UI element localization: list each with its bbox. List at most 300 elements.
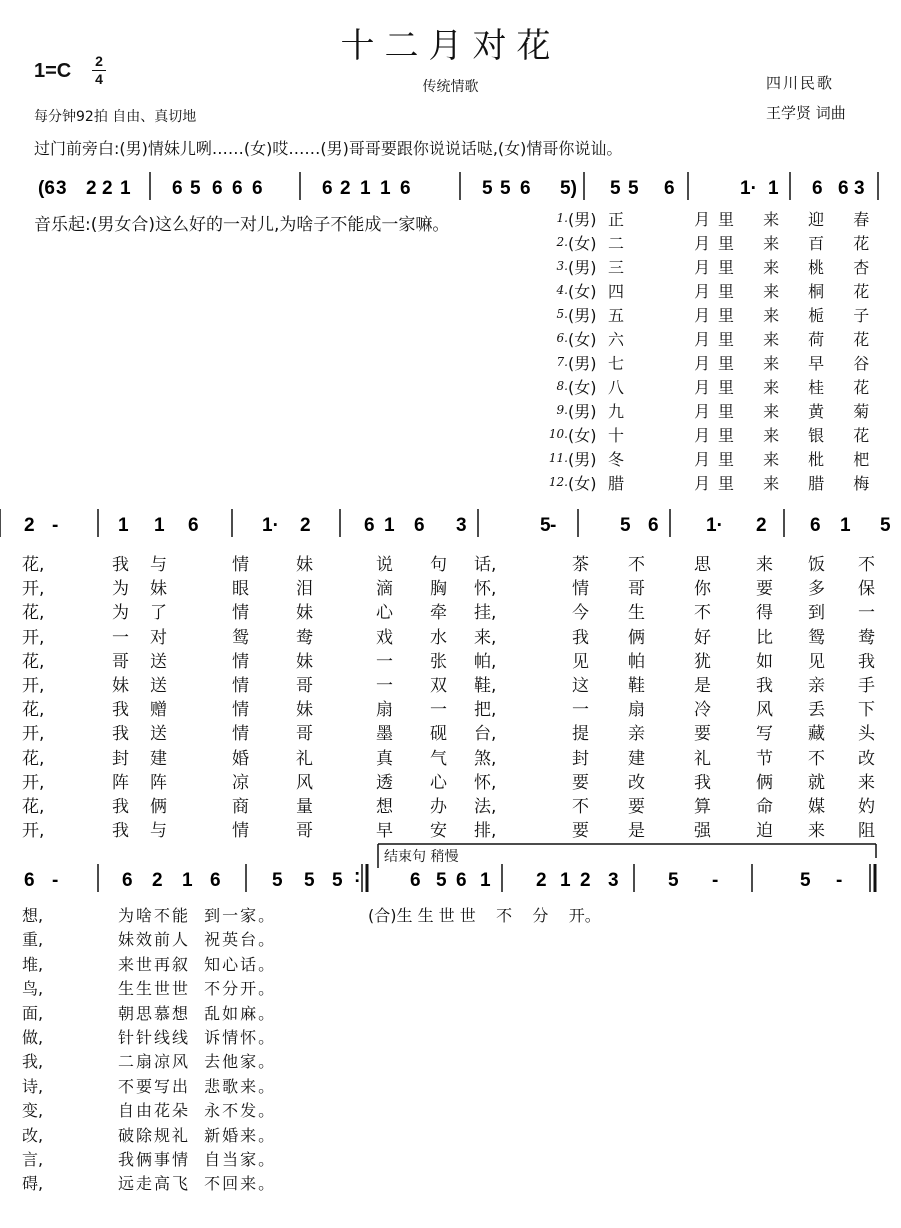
verse-intro-row	[530, 230, 881, 254]
lyric-char: 犹	[694, 651, 711, 672]
lyric-char: 不	[572, 797, 589, 817]
note-numeral: 5	[540, 515, 551, 536]
verse-intro-row	[530, 374, 881, 398]
note-numeral: 6	[122, 870, 133, 891]
lyric-char: 婚	[232, 748, 249, 769]
note-numeral: 2	[102, 178, 113, 199]
verse-number: 2.	[556, 235, 568, 249]
lyric-char: 藏	[808, 724, 825, 745]
lyric-char: 今	[572, 603, 589, 624]
genre-label: 传统情歌	[422, 79, 479, 95]
lyric-char: 花,	[22, 555, 45, 575]
lyric-char: 来	[858, 772, 875, 793]
prelude-text: 音乐起:(男女合)这么好的一对儿,为啥子不能成一家嘛。	[34, 215, 450, 235]
note-numeral: 6	[838, 178, 849, 199]
time-signature-bottom: 4	[95, 71, 103, 87]
note-numeral: 6	[664, 178, 675, 199]
lyric-char: 建	[628, 748, 645, 769]
lyric-line: 针针线线 诉情怀。	[118, 1028, 277, 1047]
lyric-char: 比	[756, 627, 773, 648]
verse-phrase: 里 来 桂 花	[718, 377, 882, 397]
lyric-first: 碍,	[22, 1174, 44, 1194]
lyric-char: 为	[112, 579, 129, 600]
lyric-char: 张	[430, 651, 447, 672]
verse-number: 5.	[556, 307, 568, 321]
lyric-char: 开,	[22, 772, 45, 793]
lyric-char: 怀,	[474, 579, 497, 600]
lyric-char: 一	[858, 603, 875, 624]
note-numeral: 6	[812, 178, 823, 199]
verse-intro-row	[530, 422, 881, 446]
note-numeral: 1·	[262, 515, 279, 536]
lyric-char: 鸯	[858, 627, 875, 648]
lyric-first: 面,	[22, 1003, 44, 1023]
note-numeral: 2	[24, 515, 35, 536]
lyric-char: 我	[112, 700, 129, 721]
lyric-char: 鸳	[232, 627, 249, 648]
lyric-char: 改	[628, 772, 645, 793]
lyric-char: 情	[232, 603, 249, 624]
lyric-char: 风	[296, 772, 313, 793]
lyric-char: 媒	[808, 797, 825, 817]
lyric-char: 饭	[808, 555, 825, 575]
note-numeral: 6	[410, 870, 421, 891]
lyric-char: 安	[430, 821, 447, 842]
lyric-char: 鞋,	[474, 676, 497, 696]
verse-number: 3.	[556, 259, 568, 273]
staff-line-2	[0, 503, 901, 549]
lyric-char: 俩	[628, 627, 645, 648]
lyric-char: 阵	[112, 772, 129, 793]
lyric-char: 我	[756, 676, 773, 696]
time-signature-top: 2	[95, 53, 103, 69]
note-numeral: -	[836, 870, 843, 891]
note-numeral: 2	[580, 870, 591, 891]
lyric-char: 俩	[756, 772, 773, 793]
verse-intro-row	[530, 350, 881, 374]
lyric-char: 眼	[232, 579, 249, 600]
singer-label: (女)	[568, 377, 597, 397]
lyric-char: 情	[232, 651, 249, 672]
lyric-char: 写	[756, 724, 773, 745]
lyric-char: 鞋	[628, 676, 645, 696]
lyric-first: 我,	[22, 1052, 44, 1072]
lyric-char: 阵	[150, 772, 167, 793]
lyric-char: 滴	[376, 579, 393, 600]
lyric-char: 话,	[474, 555, 497, 575]
note-numeral: (6	[38, 178, 55, 199]
note-numeral: 2	[300, 515, 311, 536]
verse-number: 11.	[548, 451, 568, 465]
lyric-char: 俩	[150, 797, 167, 817]
lyric-char: 花,	[22, 603, 45, 624]
singer-label: (男)	[568, 449, 597, 469]
month-label: 腊 月	[608, 473, 731, 493]
lyric-char: 头	[858, 724, 875, 745]
lyric-char: 多	[808, 579, 825, 600]
lyric-char: 鸳	[808, 627, 825, 648]
author-label: 王学贤 词曲	[766, 104, 846, 122]
lyric-char: 花,	[22, 748, 45, 769]
lyric-char: 妹	[150, 579, 167, 600]
note-numeral: 1	[120, 178, 131, 199]
verse-number: 12.	[548, 475, 568, 489]
lyric-first: 重,	[22, 930, 44, 950]
lyric-char: 是	[694, 676, 711, 696]
lyric-char: 真	[376, 748, 393, 769]
lyric-char: 鸯	[296, 627, 313, 648]
lyric-char: 情	[232, 821, 249, 842]
note-numeral: -	[52, 515, 59, 536]
lyric-ending: (合)生 生 世 世 不 分 开。	[368, 906, 601, 925]
verse-number: 9.	[556, 403, 568, 417]
lyric-char: 为	[112, 603, 129, 624]
lyric-char: 建	[150, 748, 167, 769]
singer-label: (男)	[568, 401, 597, 421]
note-numeral: 6	[810, 515, 821, 536]
verse-phrase: 里 来 银 花	[718, 425, 882, 445]
note-numeral: 5	[190, 178, 201, 199]
lyric-char: 妹	[296, 651, 313, 672]
lyric-char: 提	[572, 724, 589, 745]
lyric-char: 送	[150, 676, 167, 696]
lyric-char: 办	[430, 797, 447, 817]
verse-phrase: 里 来 荷 花	[718, 329, 882, 349]
verse-phrase: 里 来 桃 杏	[718, 257, 882, 277]
lyric-line: 为啥不能 到一家。	[118, 906, 277, 925]
verse-intro-row	[530, 470, 881, 494]
lyric-line: 妹效前人 祝英台。	[118, 930, 277, 950]
lyric-char: 情	[232, 724, 249, 745]
note-numeral: 6	[648, 515, 659, 536]
note-numeral: -	[712, 870, 719, 891]
singer-label: (女)	[568, 329, 597, 349]
verse-phrase: 里 来 栀 子	[718, 305, 882, 325]
lyric-char: 排,	[474, 821, 497, 842]
verse-phrase: 里 来 枇 杷	[718, 449, 882, 469]
lyric-char: 想	[376, 797, 393, 817]
lyric-char: 说	[376, 555, 393, 575]
dialogue-narration: 过门前旁白:(男)情妹儿咧……(女)哎……(男)哥哥要跟你说说话哒,(女)情哥你说讪。	[34, 139, 623, 158]
lyric-char: 妹	[112, 676, 129, 696]
lyric-char: 胸	[430, 579, 447, 600]
note-numeral: 5	[620, 515, 631, 536]
lyric-char: 封	[572, 748, 589, 769]
lyric-char: 下	[858, 700, 875, 721]
lyric-char: 亲	[808, 676, 825, 696]
lyric-line: 二扇凉风 去他家。	[118, 1052, 277, 1072]
lyric-char: 冷	[694, 700, 711, 721]
note-numeral: 6	[24, 870, 35, 891]
lyric-char: 茶	[572, 555, 589, 575]
lyric-char: 哥	[112, 651, 129, 672]
origin-label: 四川民歌	[766, 74, 835, 92]
singer-label: (男)	[568, 257, 597, 277]
note-numeral: 5	[628, 178, 639, 199]
lyric-line: 朝思慕想 乱如麻。	[118, 1003, 277, 1023]
lyric-char: 封	[112, 748, 129, 769]
lyric-line: 生生世世 不分开。	[118, 979, 277, 999]
lyric-char: 送	[150, 724, 167, 745]
verse-number: 4.	[556, 283, 568, 297]
month-label: 冬 月	[608, 449, 731, 469]
verse-phrase: 里 来 早 谷	[718, 353, 882, 373]
note-numeral: 6	[188, 515, 199, 536]
staff-line-1	[0, 160, 901, 210]
lyric-char: 妹	[296, 555, 313, 575]
lyric-char: 挂,	[474, 603, 497, 624]
lyric-char: 保	[858, 579, 875, 600]
lyric-char: 礼	[296, 748, 313, 769]
verse-intro-row	[530, 206, 881, 230]
note-numeral: 5	[610, 178, 621, 199]
verse-number: 8.	[556, 379, 568, 393]
key-signature: 1=C	[34, 60, 72, 82]
note-numeral: 1	[480, 870, 491, 891]
verse-phrase: 里 来 腊 梅	[718, 473, 882, 493]
verse-number: 6.	[556, 331, 568, 345]
note-numeral: 1	[384, 515, 395, 536]
singer-label: (女)	[568, 233, 597, 253]
lyric-char: 一	[430, 700, 447, 721]
note-numeral: 6	[456, 870, 467, 891]
lyric-char: 情	[572, 579, 589, 600]
lyric-char: 你	[694, 579, 711, 600]
note-numeral: 5	[482, 178, 493, 199]
lyric-char: 要	[694, 724, 711, 745]
lyric-char: 一	[376, 651, 393, 672]
month-label: 正 月	[608, 209, 731, 229]
lyric-char: 开,	[22, 724, 45, 745]
lyric-char: 来,	[474, 627, 497, 648]
verse-intro-row	[530, 446, 881, 470]
lyric-char: 思	[694, 555, 711, 575]
lyric-char: 改	[858, 748, 875, 769]
lyric-char: 把,	[474, 700, 497, 721]
lyric-char: 心	[430, 772, 447, 793]
lyric-char: 哥	[296, 676, 313, 696]
lyric-char: 节	[756, 748, 773, 769]
month-label: 七 月	[608, 353, 731, 373]
note-numeral: 1	[560, 870, 571, 891]
note-numeral: -	[52, 870, 59, 891]
note-numeral: 6	[232, 178, 243, 199]
lyric-char: 法,	[474, 797, 497, 817]
lyric-first: 诗,	[22, 1076, 44, 1096]
lyric-char: 我	[112, 555, 129, 575]
lyric-char: 煞,	[474, 748, 497, 769]
lyric-char: 扇	[628, 700, 645, 721]
lyric-char: 怀,	[474, 772, 497, 793]
lyric-char: 风	[756, 700, 773, 721]
month-label: 四 月	[608, 281, 731, 301]
lyric-char: 一	[112, 627, 129, 648]
note-numeral: -	[550, 515, 557, 536]
note-numeral: 3	[56, 178, 67, 199]
verse-intro-row	[530, 302, 881, 326]
lyric-char: 到	[808, 603, 825, 624]
lyric-char: 阻	[858, 821, 875, 842]
lyric-char: 不	[694, 603, 711, 624]
note-numeral: 1	[182, 870, 193, 891]
lyric-char: 来	[756, 555, 773, 575]
note-numeral: 6	[210, 870, 221, 891]
note-numeral: 5)	[560, 178, 577, 199]
singer-label: (男)	[568, 353, 597, 373]
lyric-char: 得	[756, 603, 773, 624]
lyric-char: 句	[430, 555, 447, 575]
month-label: 十 月	[608, 425, 731, 445]
note-numeral: 1	[118, 515, 129, 536]
ending-note: 结束句 稍慢	[384, 849, 459, 865]
lyric-char: 开,	[22, 676, 45, 696]
lyric-char: 礼	[694, 748, 711, 769]
lyric-char: 我	[112, 821, 129, 842]
note-numeral: 6	[172, 178, 183, 199]
month-label: 五 月	[608, 305, 731, 325]
lyric-char: 好	[694, 627, 711, 648]
lyric-char: 手	[858, 676, 875, 696]
note-numeral: 5	[332, 870, 343, 891]
lyric-char: 气	[430, 748, 447, 769]
note-numeral: 5	[800, 870, 811, 891]
lyric-char: 凉	[232, 772, 249, 793]
note-numeral: 3	[456, 515, 467, 536]
lyric-char: 不	[858, 555, 875, 575]
lyric-char: 对	[150, 627, 167, 648]
tempo-marking: 每分钟92拍 自由、真切地	[34, 109, 197, 125]
verse-number: 7.	[556, 355, 568, 369]
lyric-char: 妁	[858, 797, 875, 817]
lyric-char: 如	[756, 651, 773, 672]
note-numeral: 6	[400, 178, 411, 199]
lyric-char: 与	[150, 821, 167, 842]
lyric-char: 情	[232, 676, 249, 696]
lyric-char: 情	[232, 555, 249, 575]
month-label: 二 月	[608, 233, 731, 253]
lyric-char: 一	[572, 700, 589, 721]
month-label: 八 月	[608, 377, 731, 397]
lyric-char: 花,	[22, 797, 45, 817]
lyric-char: 砚	[430, 724, 447, 745]
note-numeral: 5	[304, 870, 315, 891]
singer-label: (男)	[568, 305, 597, 325]
verse-phrase: 里 来 迎 春	[718, 209, 882, 229]
verse-number: 10.	[548, 427, 568, 441]
lyric-char: 扇	[376, 700, 393, 721]
lyric-char: 送	[150, 651, 167, 672]
lyric-first: 做,	[22, 1028, 44, 1047]
note-numeral: 6	[364, 515, 375, 536]
lyric-char: 不	[808, 748, 825, 769]
repeat-dots: :	[354, 866, 361, 887]
lyric-char: 哥	[628, 579, 645, 600]
lyric-char: 水	[430, 627, 447, 648]
note-numeral: 2	[536, 870, 547, 891]
lyric-char: 量	[296, 797, 313, 817]
lyric-char: 要	[628, 797, 645, 817]
note-numeral: 2	[152, 870, 163, 891]
lyric-first: 鸟,	[22, 979, 44, 999]
note-numeral: 5	[880, 515, 891, 536]
month-label: 九 月	[608, 401, 731, 421]
lyric-line: 我俩事情 自当家。	[118, 1150, 277, 1169]
verse-intro-row	[530, 254, 881, 278]
lyric-char: 赠	[150, 700, 167, 721]
verse-phrase: 里 来 黄 菊	[718, 401, 882, 421]
lyric-char: 是	[628, 821, 645, 842]
lyric-char: 强	[694, 821, 711, 842]
lyric-first: 改,	[22, 1125, 44, 1145]
month-label: 三 月	[608, 257, 731, 277]
lyric-char: 一	[376, 676, 393, 696]
month-label: 六 月	[608, 329, 731, 349]
lyric-char: 不	[628, 555, 645, 575]
lyric-char: 花,	[22, 700, 45, 721]
lyric-char: 开,	[22, 627, 45, 648]
lyric-char: 帕,	[474, 651, 497, 672]
lyric-line: 破除规礼 新婚来。	[118, 1125, 277, 1145]
note-numeral: 5	[436, 870, 447, 891]
lyric-line: 自由花朵 永不发。	[118, 1101, 277, 1121]
lyric-first: 变,	[22, 1101, 44, 1121]
staff-line-3	[0, 858, 901, 904]
lyric-char: 迫	[756, 821, 773, 842]
lyric-char: 开,	[22, 579, 45, 600]
lyric-char: 台,	[474, 724, 497, 745]
lyric-char: 商	[232, 797, 249, 817]
lyric-char: 亲	[628, 724, 645, 745]
lyric-line: 远走高飞 不回来。	[118, 1174, 277, 1194]
note-numeral: 2	[86, 178, 97, 199]
note-numeral: 1	[768, 178, 779, 199]
lyric-char: 我	[694, 772, 711, 793]
singer-label: (女)	[568, 425, 597, 445]
verse-intro-row	[530, 278, 881, 302]
song-title: 十二月对花	[340, 26, 561, 66]
lyric-char: 花,	[22, 651, 45, 672]
lyric-char: 要	[756, 579, 773, 600]
lyric-char: 我	[112, 724, 129, 745]
lyric-char: 妹	[296, 700, 313, 721]
lyric-char: 我	[572, 627, 589, 648]
lyric-first: 堆,	[22, 954, 44, 974]
lyric-char: 了	[150, 603, 167, 624]
note-numeral: 1·	[706, 515, 723, 536]
lyric-char: 透	[376, 772, 393, 793]
verse-intro-row	[530, 398, 881, 422]
lyric-char: 开,	[22, 821, 45, 842]
note-numeral: 2	[756, 515, 767, 536]
verse-intro-list	[530, 206, 881, 494]
lyric-char: 泪	[296, 579, 313, 600]
note-numeral: 3	[608, 870, 619, 891]
lyric-char: 生	[628, 603, 645, 624]
note-numeral: 6	[414, 515, 425, 536]
lyric-char: 心	[376, 603, 393, 624]
lyric-char: 妹	[296, 603, 313, 624]
lyric-first: 想,	[22, 906, 44, 925]
lyric-char: 与	[150, 555, 167, 575]
lyric-line: 来世再叙 知心话。	[118, 954, 277, 974]
note-numeral: 1	[360, 178, 371, 199]
lyric-line: 不要写出 悲歌来。	[118, 1076, 277, 1096]
lyric-char: 哥	[296, 821, 313, 842]
lyric-char: 就	[808, 772, 825, 793]
note-numeral: 5	[500, 178, 511, 199]
lyric-char: 见	[808, 651, 825, 672]
verse-number: 1.	[556, 211, 568, 225]
